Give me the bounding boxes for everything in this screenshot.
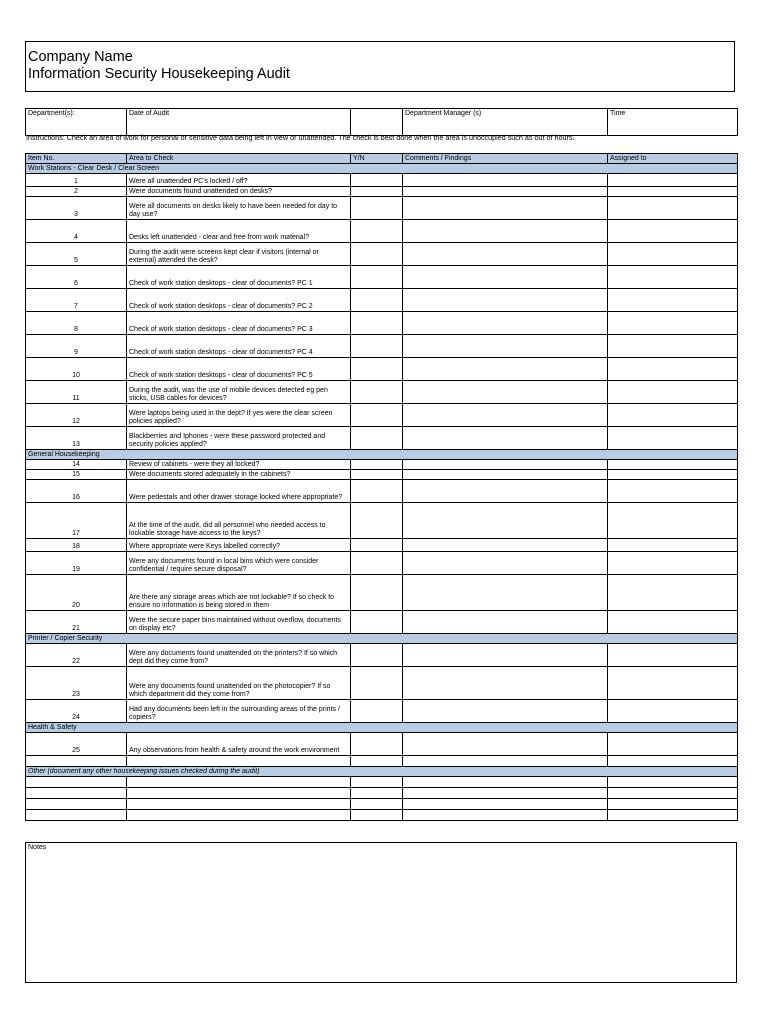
blank-input-cell[interactable] bbox=[26, 799, 127, 810]
blank-input-cell[interactable] bbox=[26, 777, 127, 788]
audit-table bbox=[25, 153, 738, 821]
area-to-check: Check of work station desktops - clear of documents? PC 3 bbox=[127, 312, 351, 335]
area-to-check: Were all documents on desks likely to have been needed for day to day use? bbox=[127, 197, 351, 220]
yn-input-cell[interactable] bbox=[351, 503, 403, 539]
department-manager-field[interactable]: Department Manager (s) bbox=[403, 109, 608, 136]
yn-input-cell[interactable] bbox=[351, 539, 403, 552]
audit-title: Information Security Housekeeping Audit bbox=[28, 66, 290, 82]
area-to-check: Check of work station desktops - clear of documents? PC 2 bbox=[127, 289, 351, 312]
comments-input-cell[interactable] bbox=[403, 381, 608, 404]
table-row bbox=[26, 289, 738, 312]
comments-input-cell[interactable] bbox=[403, 539, 608, 552]
item-number: 7 bbox=[26, 289, 127, 312]
comments-input-cell[interactable] bbox=[403, 289, 608, 312]
blank-input-cell[interactable] bbox=[351, 810, 403, 821]
item-number: 10 bbox=[26, 358, 127, 381]
area-to-check: Were the secure paper bins maintained without overflow, documents on display etc? bbox=[127, 611, 351, 634]
comments-input-cell[interactable] bbox=[403, 480, 608, 503]
table-row bbox=[26, 644, 738, 667]
section-header-row bbox=[26, 450, 738, 460]
area-to-check: At the time of the audit, did all personnel who needed access to lockable storage have access to the keys? bbox=[127, 503, 351, 539]
item-number: 21 bbox=[26, 611, 127, 634]
yn-input-cell[interactable] bbox=[351, 220, 403, 243]
blank-input-cell[interactable] bbox=[608, 756, 738, 767]
item-number: 6 bbox=[26, 266, 127, 289]
assigned-to-input-cell[interactable] bbox=[608, 460, 738, 470]
assigned-to-input-cell[interactable] bbox=[608, 197, 738, 220]
comments-input-cell[interactable] bbox=[403, 575, 608, 611]
blank-input-cell[interactable] bbox=[403, 788, 608, 799]
table-row bbox=[26, 552, 738, 575]
assigned-to-input-cell[interactable] bbox=[608, 552, 738, 575]
table-row bbox=[26, 733, 738, 756]
assigned-to-input-cell[interactable] bbox=[608, 289, 738, 312]
comments-input-cell[interactable] bbox=[403, 552, 608, 575]
area-to-check: Were documents found unattended on desks? bbox=[127, 187, 351, 197]
comments-input-cell[interactable] bbox=[403, 667, 608, 700]
section-header-row bbox=[26, 634, 738, 644]
assigned-to-input-cell[interactable] bbox=[608, 611, 738, 634]
column-comments: Comments / Findings bbox=[403, 154, 608, 164]
table-row bbox=[26, 470, 738, 480]
blank-input-cell[interactable] bbox=[351, 756, 403, 767]
column-yn: Y/N bbox=[351, 154, 403, 164]
area-to-check: Were any documents found unattended on the photocopier? If so which department did they come from? bbox=[127, 667, 351, 700]
area-to-check: Are there any storage areas which are not lockable? If so check to ensure no information is being stored in them bbox=[127, 575, 351, 611]
table-row bbox=[26, 358, 738, 381]
blank-input-cell[interactable] bbox=[127, 756, 351, 767]
time-field[interactable]: Time bbox=[608, 109, 738, 136]
yn-input-cell[interactable] bbox=[351, 611, 403, 634]
section-title: General Housekeeping bbox=[26, 450, 738, 460]
yn-input-cell[interactable] bbox=[351, 358, 403, 381]
comments-input-cell[interactable] bbox=[403, 187, 608, 197]
assigned-to-input-cell[interactable] bbox=[608, 381, 738, 404]
item-number: 18 bbox=[26, 539, 127, 552]
area-to-check: Were any documents found in local bins which were consider confidential / require secure disposal? bbox=[127, 552, 351, 575]
area-to-check: During the audit, was the use of mobile devices detected eg pen sticks, USB cables for devices? bbox=[127, 381, 351, 404]
comments-input-cell[interactable] bbox=[403, 460, 608, 470]
assigned-to-input-cell[interactable] bbox=[608, 427, 738, 450]
comments-input-cell[interactable] bbox=[403, 644, 608, 667]
item-number: 23 bbox=[26, 667, 127, 700]
yn-input-cell[interactable] bbox=[351, 552, 403, 575]
comments-input-cell[interactable] bbox=[403, 266, 608, 289]
item-number: 20 bbox=[26, 575, 127, 611]
blank-row bbox=[26, 756, 738, 767]
table-row bbox=[26, 381, 738, 404]
comments-input-cell[interactable] bbox=[403, 358, 608, 381]
table-row bbox=[26, 312, 738, 335]
column-item-no: Item No. bbox=[26, 154, 127, 164]
table-row bbox=[26, 174, 738, 187]
area-to-check: Where appropriate were Keys labelled correctly? bbox=[127, 539, 351, 552]
table-row bbox=[26, 404, 738, 427]
section-title: Printer / Copier Security bbox=[26, 634, 738, 644]
assigned-to-input-cell[interactable] bbox=[608, 174, 738, 187]
area-to-check: Blackberries and Iphones - were these password protected and security policies applied? bbox=[127, 427, 351, 450]
item-number: 22 bbox=[26, 644, 127, 667]
yn-input-cell[interactable] bbox=[351, 460, 403, 470]
blank-input-cell[interactable] bbox=[608, 777, 738, 788]
comments-input-cell[interactable] bbox=[403, 503, 608, 539]
blank-input-cell[interactable] bbox=[127, 788, 351, 799]
comments-input-cell[interactable] bbox=[403, 611, 608, 634]
area-to-check: Were laptops being used in the dept? If yes were the clear screen policies applied? bbox=[127, 404, 351, 427]
table-row bbox=[26, 427, 738, 450]
instructions: Instructions: Check an area of work for personal or sensitive data being left in view or unattended. The check is best done when the area is unoccupied such as out of hours. bbox=[26, 133, 575, 142]
yn-input-cell[interactable] bbox=[351, 575, 403, 611]
comments-input-cell[interactable] bbox=[403, 312, 608, 335]
yn-input-cell[interactable] bbox=[351, 289, 403, 312]
item-number: 1 bbox=[26, 174, 127, 187]
section-header-row bbox=[26, 164, 738, 174]
table-row bbox=[26, 220, 738, 243]
assigned-to-input-cell[interactable] bbox=[608, 700, 738, 723]
blank-row bbox=[26, 810, 738, 821]
blank-row bbox=[26, 777, 738, 788]
assigned-to-input-cell[interactable] bbox=[608, 312, 738, 335]
comments-input-cell[interactable] bbox=[403, 733, 608, 756]
table-row bbox=[26, 266, 738, 289]
blank-input-cell[interactable] bbox=[26, 756, 127, 767]
blank-input-cell[interactable] bbox=[403, 810, 608, 821]
item-number: 16 bbox=[26, 480, 127, 503]
table-row bbox=[26, 335, 738, 358]
area-to-check: Had any documents been left in the surrounding areas of the prints / copiers? bbox=[127, 700, 351, 723]
table-row bbox=[26, 700, 738, 723]
item-number: 8 bbox=[26, 312, 127, 335]
assigned-to-input-cell[interactable] bbox=[608, 539, 738, 552]
area-to-check: Check of work station desktops - clear of documents? PC 4 bbox=[127, 335, 351, 358]
table-row bbox=[26, 611, 738, 634]
yn-input-cell[interactable] bbox=[351, 174, 403, 187]
item-number: 13 bbox=[26, 427, 127, 450]
notes-label: Notes bbox=[28, 844, 47, 851]
date-of-audit-field[interactable]: Date of Audit bbox=[127, 109, 351, 136]
comments-input-cell[interactable] bbox=[403, 197, 608, 220]
title-box bbox=[25, 41, 735, 92]
comments-input-cell[interactable] bbox=[403, 220, 608, 243]
item-number: 24 bbox=[26, 700, 127, 723]
yn-input-cell[interactable] bbox=[351, 667, 403, 700]
table-row bbox=[26, 243, 738, 266]
item-number: 14 bbox=[26, 460, 127, 470]
assigned-to-input-cell[interactable] bbox=[608, 480, 738, 503]
item-number: 4 bbox=[26, 220, 127, 243]
department-field[interactable]: Department(s): bbox=[26, 109, 127, 136]
table-row bbox=[26, 460, 738, 470]
area-to-check: During the audit were screens kept clear if visitors (internal or external) attended the desk? bbox=[127, 243, 351, 266]
other-section-title: Other (document any other housekeeping issues checked during the audit) bbox=[26, 767, 738, 777]
area-to-check: Review of cabinets - were they all locked? bbox=[127, 460, 351, 470]
blank-input-cell[interactable] bbox=[26, 810, 127, 821]
yn-input-cell[interactable] bbox=[351, 243, 403, 266]
assigned-to-input-cell[interactable] bbox=[608, 503, 738, 539]
column-assigned-to: Assigned to bbox=[608, 154, 738, 164]
company-name: Company Name bbox=[28, 49, 133, 65]
blank-input-cell[interactable] bbox=[608, 810, 738, 821]
blank-row bbox=[26, 799, 738, 810]
blank-input-cell[interactable] bbox=[127, 810, 351, 821]
assigned-to-input-cell[interactable] bbox=[608, 220, 738, 243]
blank-input-cell[interactable] bbox=[403, 777, 608, 788]
comments-input-cell[interactable] bbox=[403, 427, 608, 450]
other-section-row bbox=[26, 767, 738, 777]
area-to-check: Check of work station desktops - clear of documents? PC 5 bbox=[127, 358, 351, 381]
blank-header-cell[interactable] bbox=[351, 109, 403, 136]
assigned-to-input-cell[interactable] bbox=[608, 404, 738, 427]
item-number: 2 bbox=[26, 187, 127, 197]
item-number: 12 bbox=[26, 404, 127, 427]
blank-input-cell[interactable] bbox=[403, 756, 608, 767]
comments-input-cell[interactable] bbox=[403, 243, 608, 266]
assigned-to-input-cell[interactable] bbox=[608, 335, 738, 358]
blank-input-cell[interactable] bbox=[127, 799, 351, 810]
item-number: 15 bbox=[26, 470, 127, 480]
comments-input-cell[interactable] bbox=[403, 404, 608, 427]
blank-input-cell[interactable] bbox=[608, 799, 738, 810]
area-to-check: Were all unattended PC's locked / off? bbox=[127, 174, 351, 187]
yn-input-cell[interactable] bbox=[351, 470, 403, 480]
yn-input-cell[interactable] bbox=[351, 381, 403, 404]
assigned-to-input-cell[interactable] bbox=[608, 667, 738, 700]
comments-input-cell[interactable] bbox=[403, 174, 608, 187]
assigned-to-input-cell[interactable] bbox=[608, 187, 738, 197]
yn-input-cell[interactable] bbox=[351, 404, 403, 427]
yn-input-cell[interactable] bbox=[351, 187, 403, 197]
item-number: 9 bbox=[26, 335, 127, 358]
blank-input-cell[interactable] bbox=[351, 799, 403, 810]
blank-input-cell[interactable] bbox=[26, 788, 127, 799]
area-to-check: Were documents stored adequately in the cabinets? bbox=[127, 470, 351, 480]
area-to-check: Were pedestals and other drawer storage locked where appropriate? bbox=[127, 480, 351, 503]
table-row bbox=[26, 480, 738, 503]
table-row bbox=[26, 197, 738, 220]
area-to-check: Were any documents found unattended on the printers? If so which dept did they come from? bbox=[127, 644, 351, 667]
table-row bbox=[26, 503, 738, 539]
assigned-to-input-cell[interactable] bbox=[608, 266, 738, 289]
yn-input-cell[interactable] bbox=[351, 312, 403, 335]
comments-input-cell[interactable] bbox=[403, 470, 608, 480]
area-to-check: Desks left unattended - clear and free from work material? bbox=[127, 220, 351, 243]
item-number: 25 bbox=[26, 733, 127, 756]
column-area-to-check: Area to Check bbox=[127, 154, 351, 164]
yn-input-cell[interactable] bbox=[351, 197, 403, 220]
yn-input-cell[interactable] bbox=[351, 480, 403, 503]
area-to-check: Check of work station desktops - clear of documents? PC 1 bbox=[127, 266, 351, 289]
section-header-row bbox=[26, 723, 738, 733]
blank-input-cell[interactable] bbox=[127, 777, 351, 788]
yn-input-cell[interactable] bbox=[351, 700, 403, 723]
item-number: 5 bbox=[26, 243, 127, 266]
notes-box[interactable] bbox=[25, 842, 737, 983]
comments-input-cell[interactable] bbox=[403, 700, 608, 723]
blank-row bbox=[26, 788, 738, 799]
yn-input-cell[interactable] bbox=[351, 427, 403, 450]
blank-input-cell[interactable] bbox=[403, 799, 608, 810]
item-number: 3 bbox=[26, 197, 127, 220]
assigned-to-input-cell[interactable] bbox=[608, 575, 738, 611]
header-fields-table bbox=[25, 108, 738, 136]
yn-input-cell[interactable] bbox=[351, 335, 403, 358]
blank-input-cell[interactable] bbox=[351, 788, 403, 799]
comments-input-cell[interactable] bbox=[403, 335, 608, 358]
assigned-to-input-cell[interactable] bbox=[608, 644, 738, 667]
area-to-check: Any observations from health & safety around the work environment bbox=[127, 733, 351, 756]
item-number: 19 bbox=[26, 552, 127, 575]
table-row bbox=[26, 575, 738, 611]
section-title: Health & Safety bbox=[26, 723, 738, 733]
assigned-to-input-cell[interactable] bbox=[608, 243, 738, 266]
yn-input-cell[interactable] bbox=[351, 733, 403, 756]
assigned-to-input-cell[interactable] bbox=[608, 733, 738, 756]
blank-input-cell[interactable] bbox=[608, 788, 738, 799]
column-header-row bbox=[26, 154, 738, 164]
item-number: 17 bbox=[26, 503, 127, 539]
blank-input-cell[interactable] bbox=[351, 777, 403, 788]
item-number: 11 bbox=[26, 381, 127, 404]
table-row bbox=[26, 667, 738, 700]
table-row bbox=[26, 539, 738, 552]
yn-input-cell[interactable] bbox=[351, 266, 403, 289]
yn-input-cell[interactable] bbox=[351, 644, 403, 667]
assigned-to-input-cell[interactable] bbox=[608, 358, 738, 381]
table-row bbox=[26, 187, 738, 197]
section-title: Work Stations - Clear Desk / Clear Screen bbox=[26, 164, 738, 174]
assigned-to-input-cell[interactable] bbox=[608, 470, 738, 480]
